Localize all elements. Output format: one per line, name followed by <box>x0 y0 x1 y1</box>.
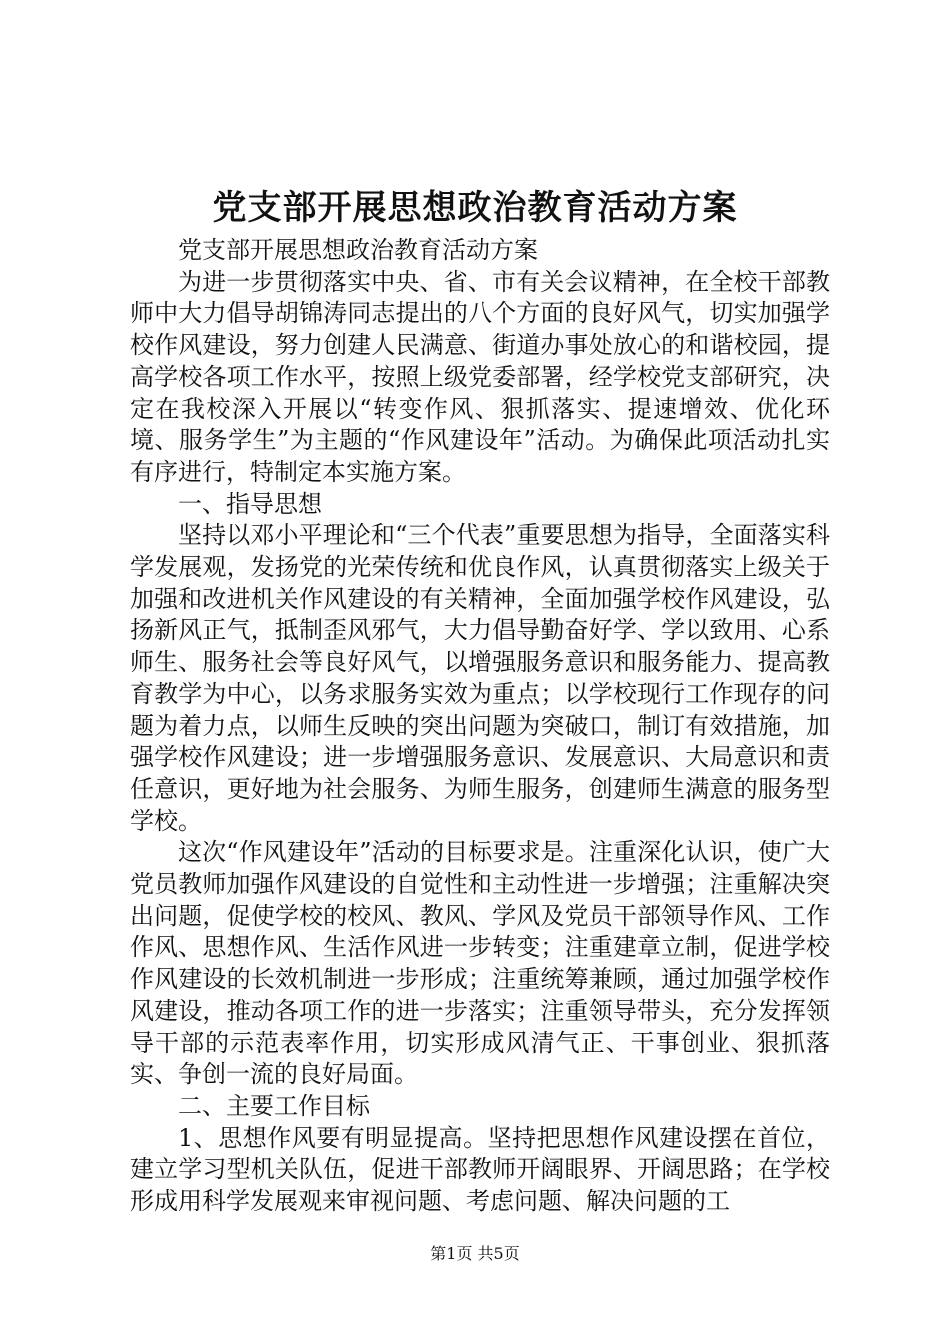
paragraph-goal-1: 1、思想作风要有明显提高。坚持把思想作风建设摆在首位，建立学习型机关队伍，促进干部教师开阔眼界、开阔思路；在学校形成用科学发展观来审视问题、考虑问题、解决问题的工 <box>130 1123 830 1216</box>
paragraph-goal-requirements: 这次“作风建设年”活动的目标要求是。注重深化认识，使广大党员教师加强作风建设的自觉性和主动性进一步增强；注重解决突出问题，促使学校的校风、教风、学风及党员干部领导作风、工作作风、思想作风、生活作风进一步转变；注重建章立制，促进学校作风建设的长效机制进一步形成；注重统筹兼顾，通过加强学校作风建设，推动各项工作的进一步落实；注重领导带头，充分发挥领导干部的示范表率作用，切实形成风清气正、干事创业、狠抓落实、争创一流的良好局面。 <box>130 838 830 1089</box>
paragraph-guiding-ideology: 坚持以邓小平理论和“三个代表”重要思想为指导，全面落实科学发展观，发扬党的光荣传统和优良作风，认真贯彻落实上级关于加强和改进机关作风建设的有关精神，全面加强学校作风建设，弘扬新风正气，抵制歪风邪气，大力倡导勤奋好学、学以致用、心系师生、服务社会等良好风气，以增强服务意识和服务能力、提高教育教学为中心，以务求服务实效为重点；以学校现行工作现存的问题为着力点，以师生反映的突出问题为突破口，制订有效措施，加强学校作风建设；进一步增强服务意识、发展意识、大局意识和责任意识，更好地为社会服务、为师生服务，创建师生满意的服务型学校。 <box>130 521 830 835</box>
document-body <box>130 235 830 1218</box>
document-title: 党支部开展思想政治教育活动方案 <box>212 188 738 228</box>
section-heading-main-goals: 二、主要工作目标 <box>178 1091 370 1120</box>
page-number-footer: 第1页 共5页 <box>430 1244 520 1263</box>
section-heading-guiding-ideology: 一、指导思想 <box>178 489 322 518</box>
paragraph-intro: 为进一步贯彻落实中央、省、市有关会议精神，在全校干部教师中大力倡导胡锦涛同志提出的八个方面的良好风气，切实加强学校作风建设，努力创建人民满意、街道办事处放心的和谐校园，提高学校各项工作水平，按照上级党委部署，经学校党支部研究，决定在我校深入开展以“转变作风、狠抓落实、提速增效、优化环境、服务学生”为主题的“作风建设年”活动。为确保此项活动扎实有序进行，特制定本实施方案。 <box>130 267 830 486</box>
paragraph-subtitle: 党支部开展思想政治教育活动方案 <box>178 236 538 264</box>
